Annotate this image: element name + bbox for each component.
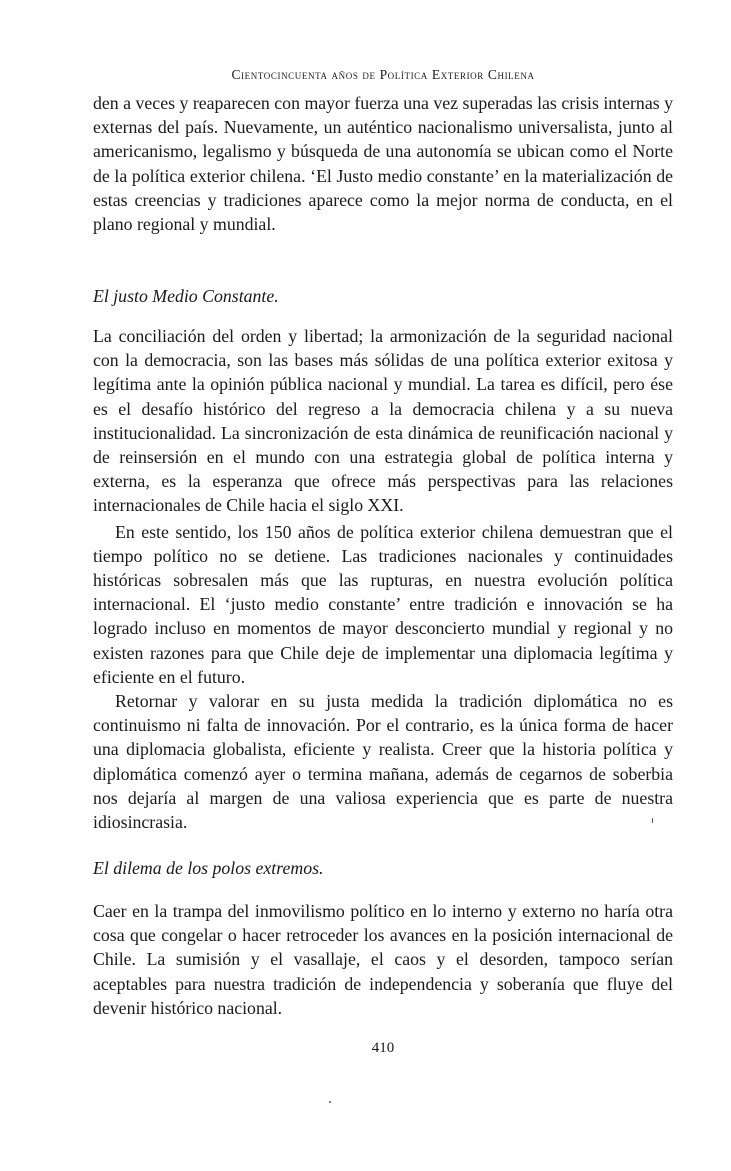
section-2-paragraph: Caer en la trampa del inmovilismo político en lo interno y externo no haría otra cosa que congelar o hacer retroceder los avances en la posición internacional de Chile. La sumisión y el vasallaje, el caos y el desorden, tampoco serían aceptables para nuestra tradición de independencia y soberanía que fluye del devenir histórico nacional. [93, 901, 673, 1018]
continuation-paragraph-block [93, 91, 673, 236]
page-number: 410 [371, 1040, 395, 1056]
scan-speck [329, 1101, 331, 1103]
section-1-paragraph-1: La conciliación del orden y libertad; la armonización de la seguridad nacional con la democracia, son las bases más sólidas de una política exterior exitosa y legítima ante la opinión pública nacional y mundial. La tarea es difícil, pero ése es el desafío histórico del regreso a la democracia chilena y a su nueva institucionalidad. La sincronización de esta dinámica de reunificación nacional y de reinsersión en el mundo con una estrategia global de política interna y externa, es la esperanza que ofrece más perspectivas para las relaciones internacionales de Chile hacia el siglo XXI. [93, 326, 673, 516]
running-header: Cientocincuenta años de Política Exterior Chilena [231, 67, 535, 82]
section-heading-dilema: El dilema de los polos extremos. [93, 858, 324, 878]
section-2-body [93, 899, 673, 1020]
scan-speck [652, 818, 653, 823]
section-1-paragraph-2: En este sentido, los 150 años de política exterior chilena demuestran que el tiempo político no se detiene. Las tradiciones nacionales y continuidades históricas sobresalen más que las rupturas, en nuestra evolución política internacional. El ‘justo medio constante’ entre tradición e innovación se ha logrado incluso en momentos de mayor desconcierto mundial y regional y no existen razones para que Chile deje de implementar una diplomacia legítima y eficiente en el futuro. [93, 521, 673, 687]
continuation-paragraph: den a veces y reaparecen con mayor fuerza una vez superadas las crisis internas y externas del país. Nuevamente, un auténtico nacionalismo universalista, junto al americanismo, legalismo y búsqueda de una autonomía se ubican como el Norte de la política exterior chilena. ‘El Justo medio constante’ en la materialización de estas creencias y tradiciones aparece como la mejor norma de conducta, en el plano regional y mundial. [93, 93, 673, 235]
section-1-body [93, 324, 673, 834]
section-1-paragraph-3: Retornar y valorar en su justa medida la tradición diplomática no es continuismo ni falta de innovación. Por el contrario, es la única forma de hacer una diplomacia globalista, eficiente y realista. Creer que la historia política y diplomática comenzó ayer o termina mañana, además de cegarnos de soberbia nos dejaría al margen de una valiosa experiencia que es parte de nuestra idiosincrasia. [93, 691, 673, 833]
section-heading-justo-medio: El justo Medio Constante. [93, 286, 279, 306]
